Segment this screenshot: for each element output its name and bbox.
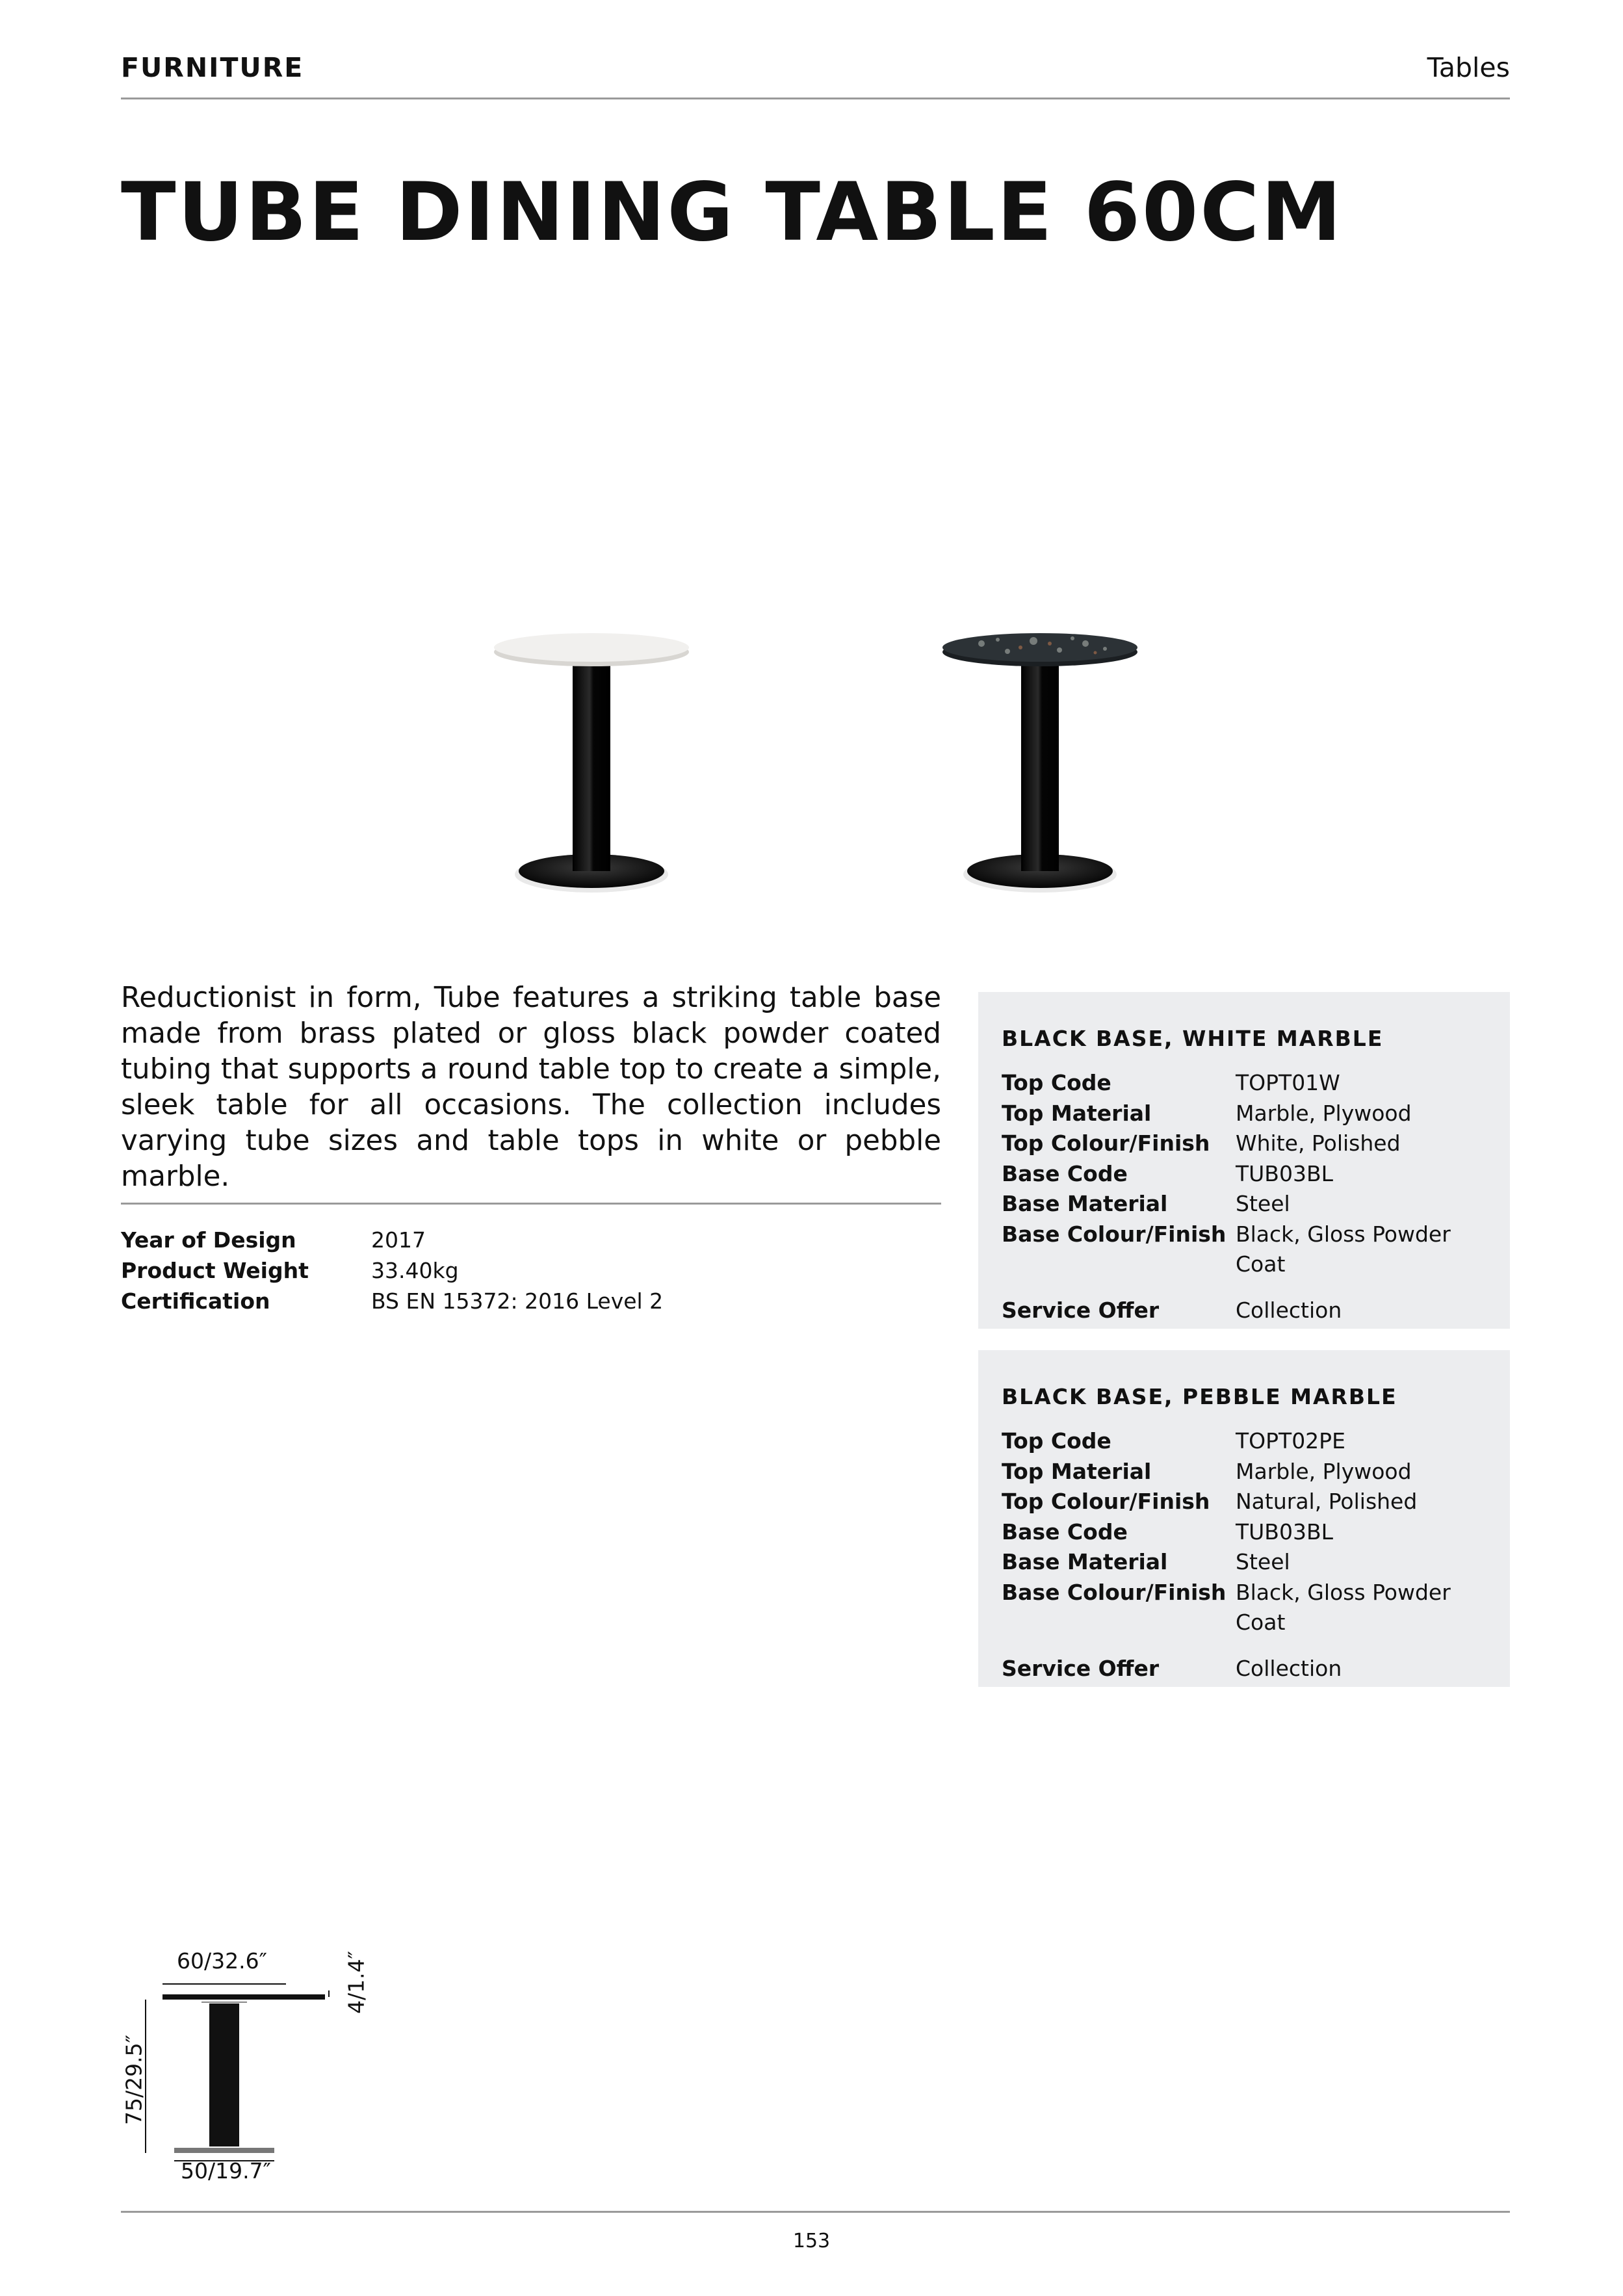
dim-top-thickness: 4/1.4″ [343, 1951, 369, 2014]
pebble-marble-table-image [936, 624, 1144, 897]
white-marble-table-image [487, 624, 695, 897]
fact-row [121, 1225, 663, 1255]
fact-value: 33.40kg [371, 1258, 459, 1283]
spec-row [1002, 1654, 1487, 1684]
category-label: Tables [1427, 52, 1510, 83]
spec-row [1002, 1068, 1487, 1099]
spec-row [1002, 1296, 1487, 1326]
spec-label: Top Colour/Finish [1002, 1130, 1210, 1156]
fact-value: 2017 [371, 1227, 426, 1253]
fact-label: Year of Design [121, 1227, 296, 1253]
variant-heading: BLACK BASE, PEBBLE MARBLE [1002, 1384, 1397, 1409]
fact-row [121, 1255, 663, 1286]
spec-label: Base Colour/Finish [1002, 1221, 1227, 1247]
variant-heading: BLACK BASE, WHITE MARBLE [1002, 1026, 1384, 1051]
spec-row [1002, 1220, 1487, 1280]
spec-label: Service Offer [1002, 1297, 1160, 1323]
dim-base-width: 50/19.7″ [181, 2158, 271, 2184]
spec-label: Top Colour/Finish [1002, 1489, 1210, 1514]
product-description: Reductionist in form, Tube features a striking table base made from brass plated or gloss black powder coated tubing that supports a round table top to create a simple, sleek table for all occasions. The collection includes varying tube sizes and table tops in white or pebble marble. [121, 982, 941, 1193]
footer-divider [121, 2211, 1510, 2213]
spec-label: Base Material [1002, 1549, 1168, 1574]
spec-value: Natural, Polished [1236, 1489, 1418, 1514]
description-divider [121, 1203, 941, 1205]
spec-label: Top Code [1002, 1428, 1111, 1454]
spec-value: Marble, Plywood [1236, 1458, 1412, 1484]
page-number: 153 [792, 2230, 831, 2252]
spec-value: Black, Gloss Powder Coat [1236, 1579, 1451, 1635]
dim-height: 75/29.5″ [121, 2035, 147, 2125]
dim-top-width: 60/32.6″ [177, 1948, 267, 1974]
spec-label: Base Material [1002, 1191, 1168, 1216]
spec-label: Base Colour/Finish [1002, 1579, 1227, 1605]
spec-row [1002, 1426, 1487, 1457]
spec-row [1002, 1159, 1487, 1190]
header-divider [121, 98, 1510, 99]
spec-value: Black, Gloss Powder Coat [1236, 1221, 1451, 1277]
spec-value: TUB03BL [1236, 1519, 1333, 1545]
spec-value: TOPT01W [1236, 1070, 1340, 1095]
spec-value: Collection [1236, 1297, 1342, 1323]
spec-value: TUB03BL [1236, 1160, 1333, 1186]
spec-label: Base Code [1002, 1160, 1128, 1186]
spec-row [1002, 1578, 1487, 1638]
fact-row [121, 1286, 663, 1316]
fact-value: BS EN 15372: 2016 Level 2 [371, 1288, 664, 1314]
fact-label: Product Weight [121, 1258, 309, 1283]
spec-value: Marble, Plywood [1236, 1100, 1412, 1126]
spec-label: Top Material [1002, 1458, 1152, 1484]
spec-row [1002, 1189, 1487, 1220]
product-facts [121, 1225, 663, 1316]
variant-panel-white-marble [978, 992, 1510, 1329]
fact-label: Certification [121, 1288, 270, 1314]
variant-panel-pebble-marble [978, 1350, 1510, 1687]
page-title: TUBE DINING TABLE 60CM [121, 166, 1344, 259]
spec-row [1002, 1487, 1487, 1517]
spec-value: Steel [1236, 1191, 1290, 1216]
spec-label: Base Code [1002, 1519, 1128, 1545]
spec-row [1002, 1547, 1487, 1578]
spec-value: TOPT02PE [1236, 1428, 1345, 1454]
spec-value: Collection [1236, 1655, 1342, 1681]
spec-row [1002, 1099, 1487, 1129]
spec-row [1002, 1128, 1487, 1159]
spec-value: Steel [1236, 1549, 1290, 1574]
spec-label: Service Offer [1002, 1655, 1160, 1681]
spec-row [1002, 1457, 1487, 1487]
spec-label: Top Material [1002, 1100, 1152, 1126]
spec-row [1002, 1517, 1487, 1548]
spec-value: White, Polished [1236, 1130, 1401, 1156]
spec-label: Top Code [1002, 1070, 1111, 1095]
table-dimension-drawing [123, 1976, 357, 2171]
section-label: FURNITURE [121, 52, 304, 83]
